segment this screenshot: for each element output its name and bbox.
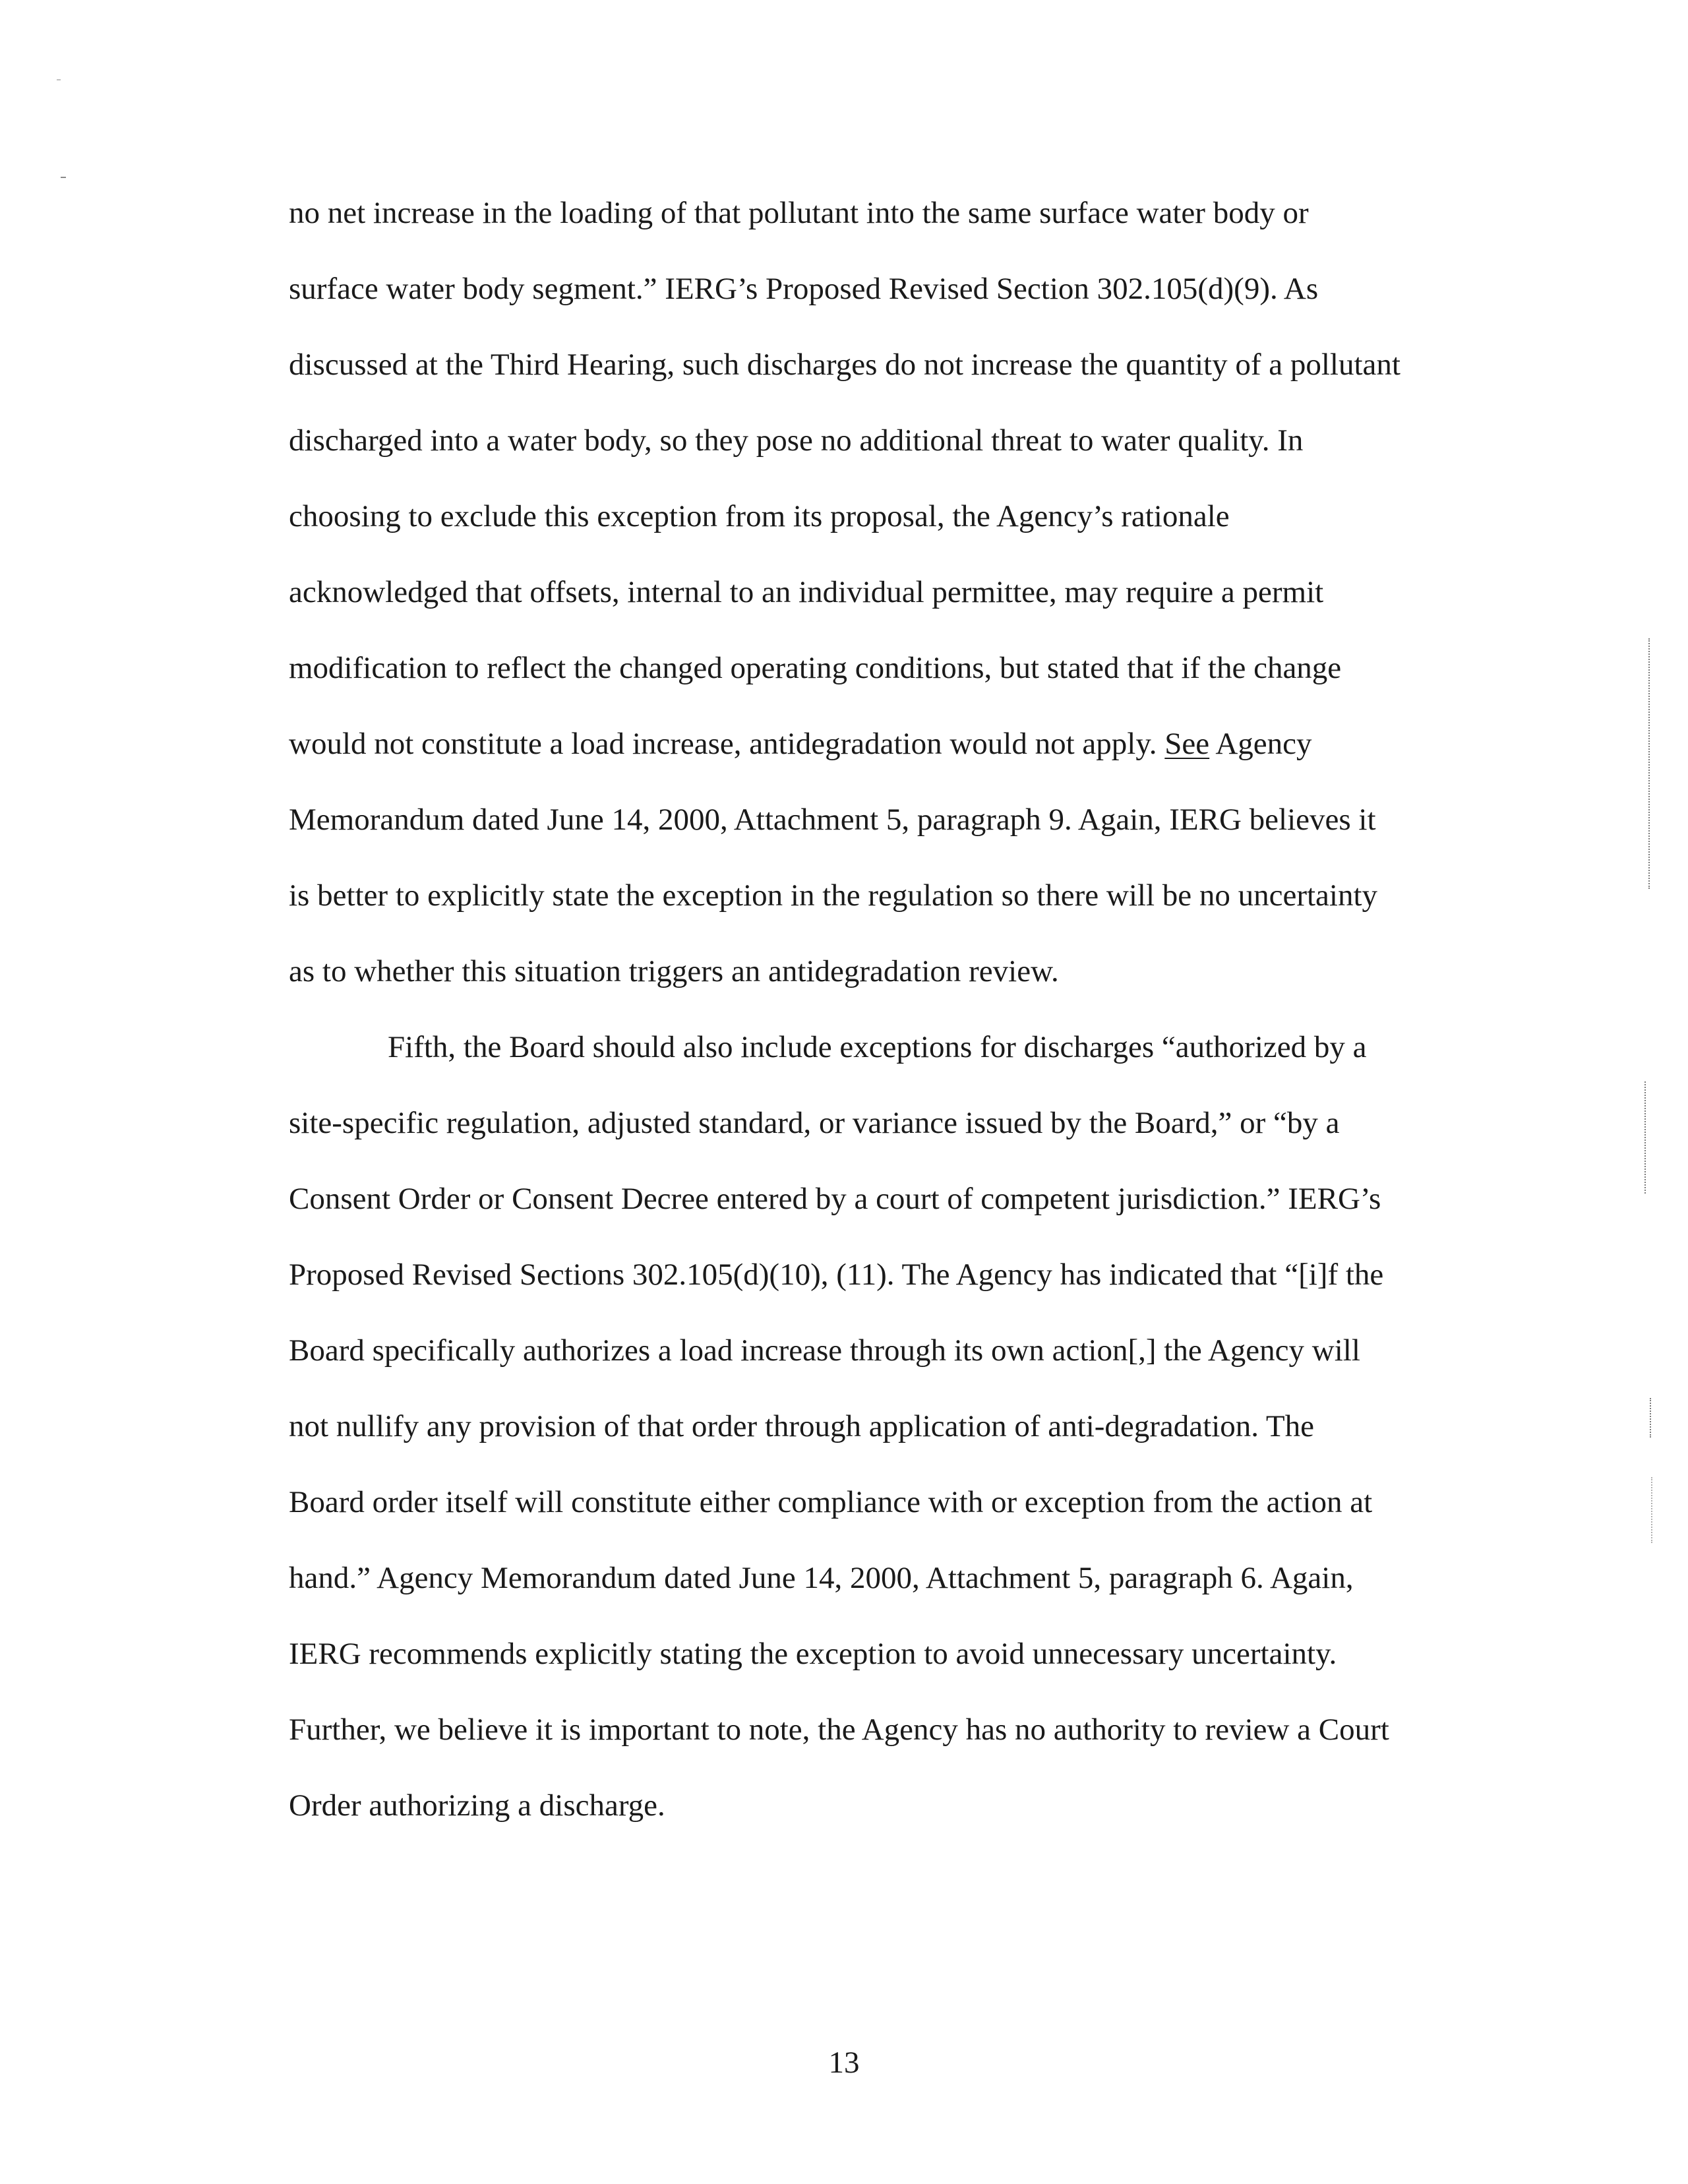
text-line: as to whether this situation triggers an antidegradation review. xyxy=(289,954,1059,988)
text-line-indented: Fifth, the Board should also include exceptions for discharges “authorized by a xyxy=(388,1030,1367,1064)
text-line: Order authorizing a discharge. xyxy=(289,1788,665,1823)
text-line: discussed at the Third Hearing, such discharges do not increase the quantity of a pollutant xyxy=(289,348,1401,382)
text-line: choosing to exclude this exception from its proposal, the Agency’s rationale xyxy=(289,499,1230,533)
text-line: Board specifically authorizes a load increase through its own action[,] the Agency will xyxy=(289,1333,1360,1368)
text-segment: Agency xyxy=(1209,727,1312,761)
text-line-with-citation xyxy=(289,721,1311,767)
text-line: discharged into a water body, so they pose no additional threat to water quality. In xyxy=(289,423,1304,458)
see-signal-underlined: See xyxy=(1164,727,1210,761)
scan-mark-top-left xyxy=(61,177,66,178)
text-line: IERG recommends explicitly stating the exception to avoid unnecessary uncertainty. xyxy=(289,1637,1337,1671)
text-line: is better to explicitly state the exception in the regulation so there will be no uncertainty xyxy=(289,878,1378,913)
text-line: no net increase in the loading of that pollutant into the same surface water body or xyxy=(289,196,1309,230)
scan-edge-mark-2 xyxy=(1644,1081,1646,1194)
text-line: not nullify any provision of that order through application of anti-degradation. The xyxy=(289,1409,1314,1443)
scan-edge-mark-1 xyxy=(1648,638,1650,889)
scan-mark-top-left-2 xyxy=(57,79,61,80)
text-line: Proposed Revised Sections 302.105(d)(10), (11). The Agency has indicated that “[i]f the xyxy=(289,1258,1384,1292)
page-number: 13 xyxy=(828,2046,860,2080)
text-line: Memorandum dated June 14, 2000, Attachment 5, paragraph 9. Again, IERG believes it xyxy=(289,803,1376,837)
text-line: Consent Order or Consent Decree entered by a court of competent jurisdiction.” IERG’s xyxy=(289,1182,1381,1216)
text-line: hand.” Agency Memorandum dated June 14, 2000, Attachment 5, paragraph 6. Again, xyxy=(289,1561,1354,1595)
scan-edge-mark-4 xyxy=(1651,1477,1652,1543)
text-line: acknowledged that offsets, internal to an individual permittee, may require a permit xyxy=(289,575,1324,609)
text-line: Board order itself will constitute either compliance with or exception from the action at xyxy=(289,1485,1373,1519)
text-line: modification to reflect the changed operating conditions, but stated that if the change xyxy=(289,651,1342,685)
text-line: Further, we believe it is important to note, the Agency has no authority to review a Court xyxy=(289,1713,1389,1747)
text-line: site-specific regulation, adjusted standard, or variance issued by the Board,” or “by a xyxy=(289,1106,1340,1140)
text-line: surface water body segment.” IERG’s Proposed Revised Section 302.105(d)(9). As xyxy=(289,272,1319,306)
text-segment: would not constitute a load increase, antidegradation would not apply. xyxy=(289,727,1165,761)
scan-edge-mark-3 xyxy=(1650,1398,1651,1438)
